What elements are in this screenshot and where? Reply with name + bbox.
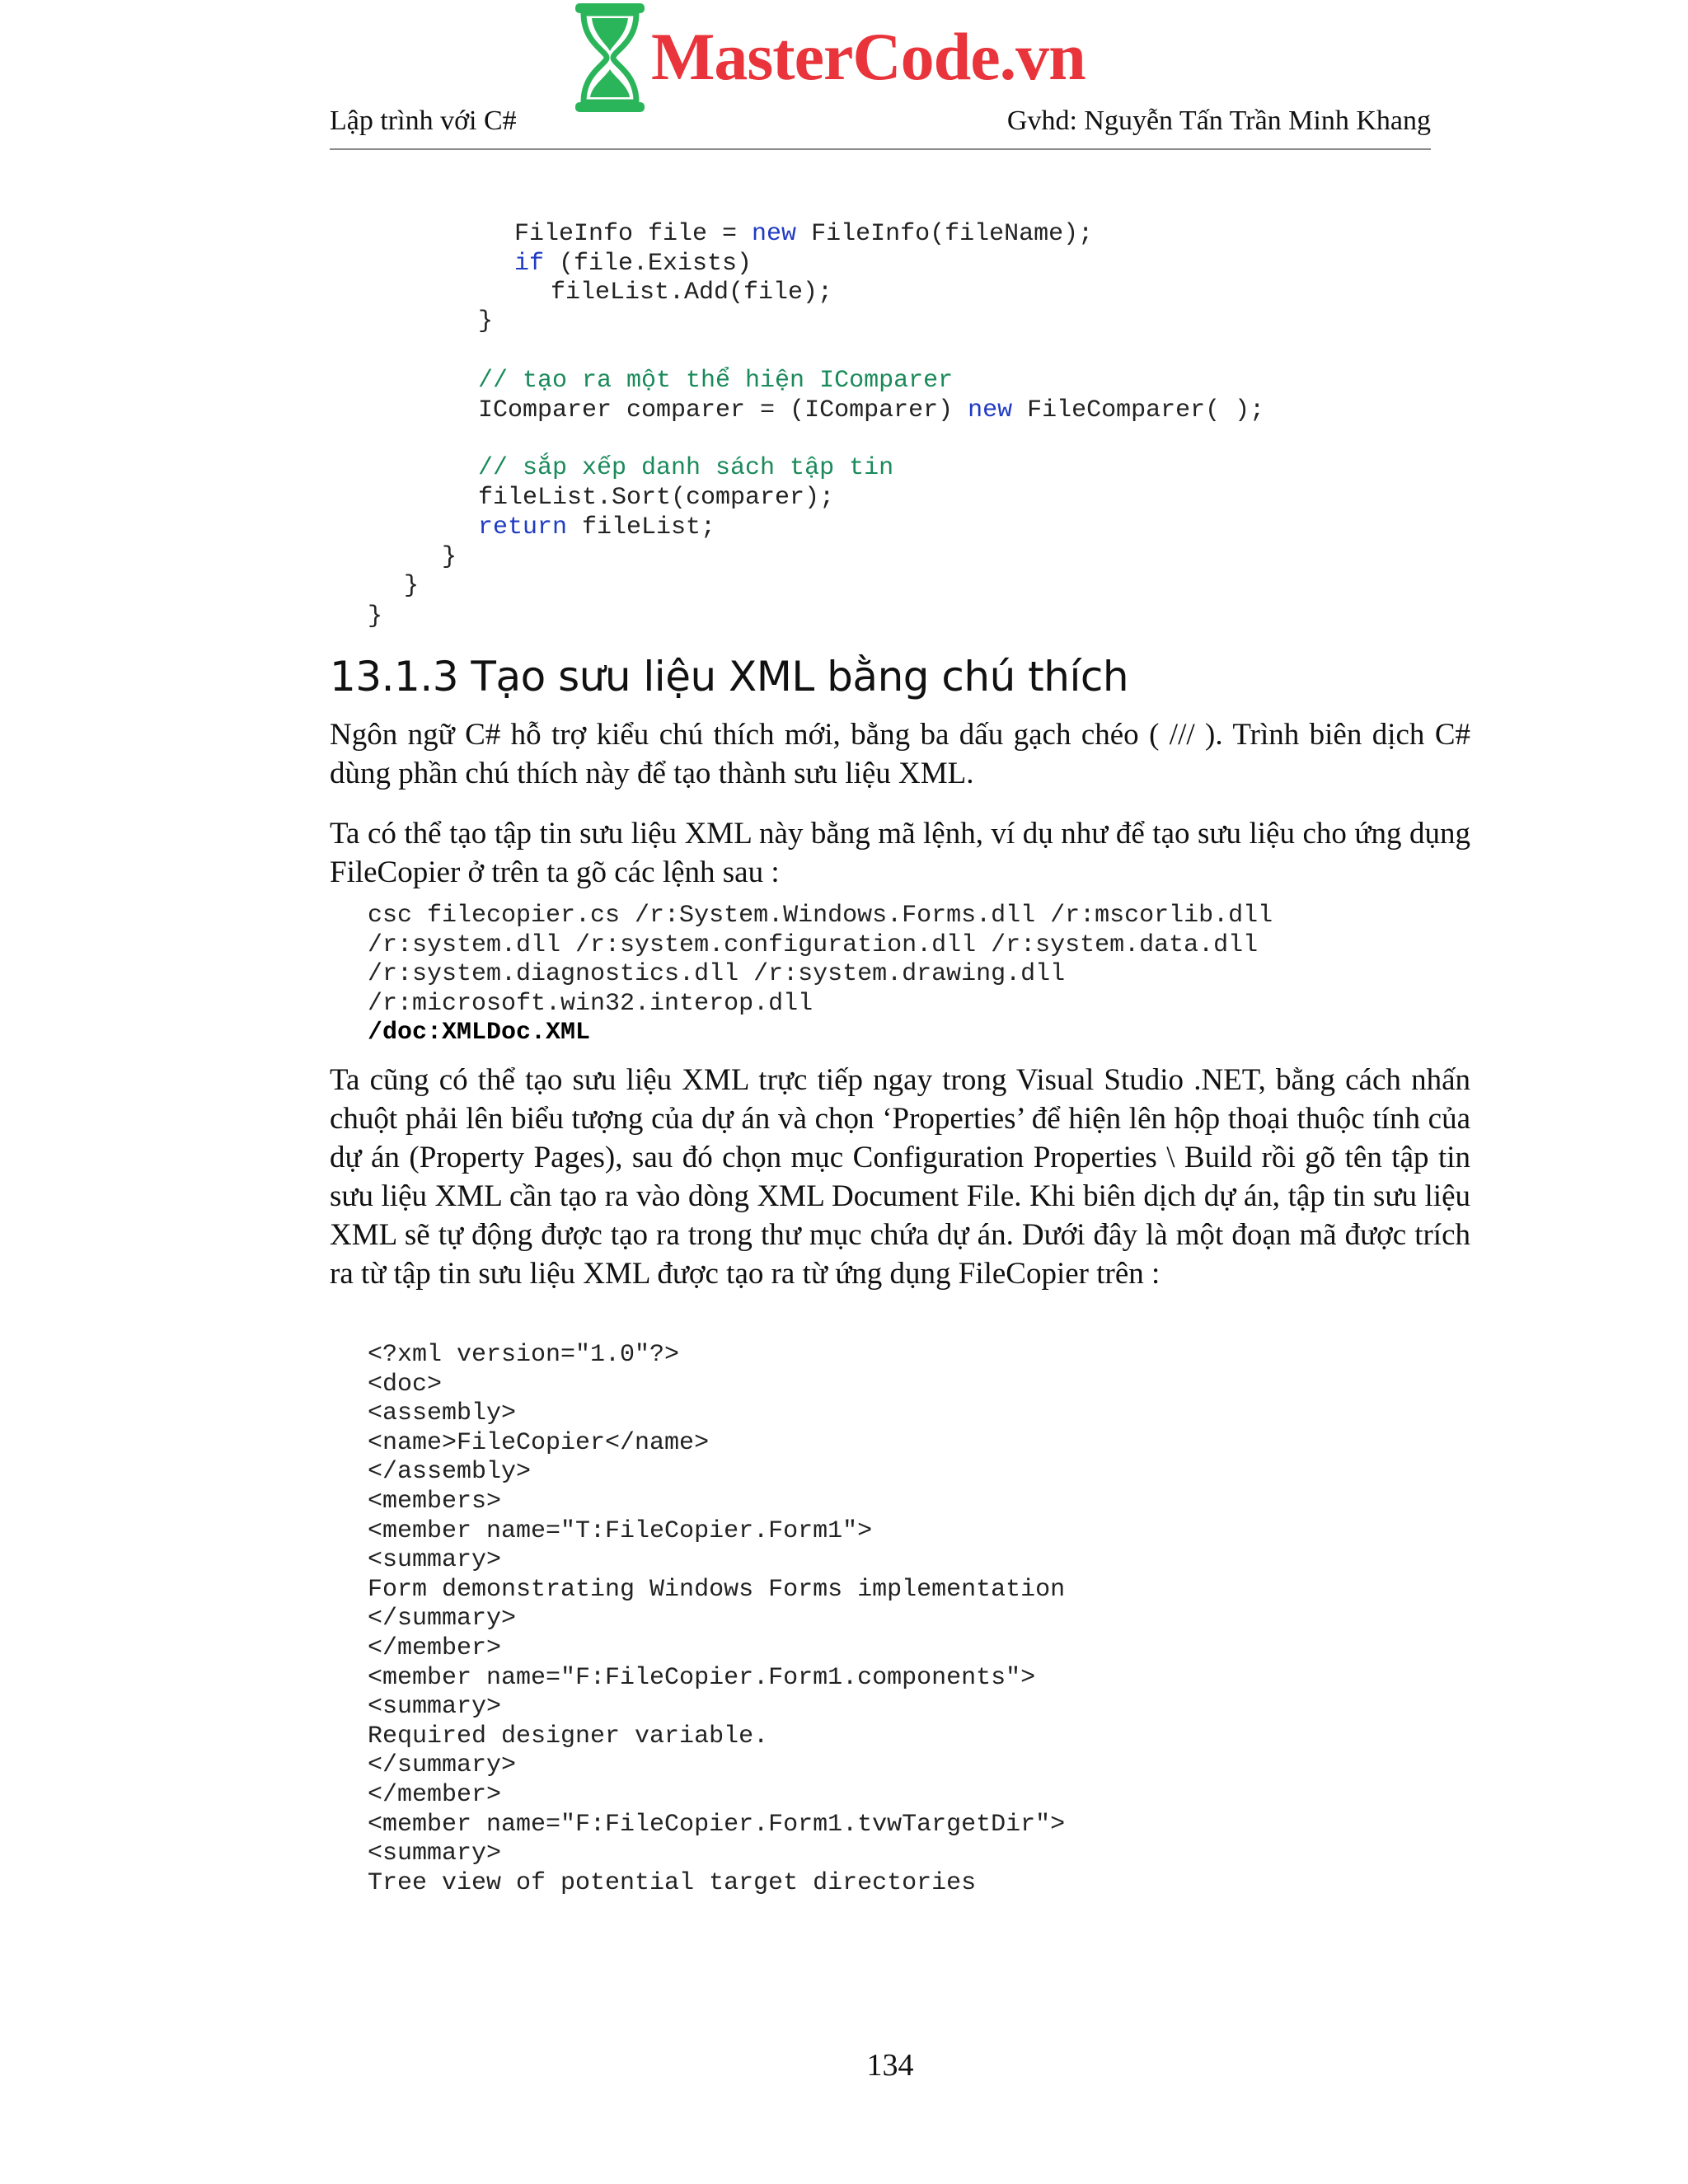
command-line (368, 930, 1258, 960)
xml-line (368, 1545, 501, 1575)
code-token: <doc> (368, 1370, 443, 1399)
code-token: </summary> (368, 1605, 517, 1633)
hourglass-logo-icon (569, 0, 651, 115)
code-token: Form demonstrating Windows Forms implementation (368, 1575, 1066, 1604)
code-token: <summary> (368, 1840, 502, 1868)
code-token: IComparer comparer = (IComparer) (478, 396, 968, 424)
code-token: FileInfo(fileName); (796, 220, 1094, 248)
code-token: if (514, 250, 545, 278)
page-number: 134 (866, 2048, 914, 2083)
code-line (478, 483, 834, 513)
code-token: (file.Exists) (544, 250, 753, 278)
code-token: /doc:XMLDoc.XML (368, 1019, 591, 1047)
header-left: Lập trình với C# (330, 105, 517, 136)
code-token: <?xml version="1.0"?> (368, 1341, 680, 1369)
code-token: <assembly> (368, 1399, 517, 1428)
code-token: Tree view of potential target directories (368, 1868, 977, 1897)
section-title: 13.1.3 Tạo sưu liệu XML bằng chú thích (330, 653, 1129, 701)
logo-text: MasterCode.vn (651, 19, 1085, 94)
xml-line (368, 1428, 709, 1458)
code-token: FileInfo file = (514, 220, 753, 248)
xml-line (368, 1575, 1065, 1605)
code-token: <summary> (368, 1546, 502, 1575)
code-token: /r:system.dll /r:system.configuration.dll /r:system.data.dll (368, 930, 1259, 959)
xml-line (368, 1780, 501, 1810)
code-token: /r:system.diagnostics.dll /r:system.drawing.dll (368, 960, 1066, 988)
xml-line (368, 1487, 501, 1516)
header-right: Gvhd: Nguyễn Tấn Trần Minh Khang (1006, 105, 1431, 136)
xml-line (368, 1692, 501, 1722)
xml-line (368, 1604, 516, 1633)
code-token: csc filecopier.cs /r:System.Windows.Forms.dll /r:mscorlib.dll (368, 902, 1273, 930)
code-token: new (968, 396, 1013, 424)
xml-line (368, 1633, 501, 1663)
code-token: <summary> (368, 1693, 502, 1722)
command-line (368, 901, 1273, 930)
code-token: /r:microsoft.win32.interop.dll (368, 989, 814, 1018)
xml-line (368, 1722, 768, 1751)
code-line (478, 396, 1264, 425)
code-token: Required designer variable. (368, 1722, 769, 1750)
xml-line (368, 1399, 516, 1428)
code-line (368, 602, 382, 631)
code-token: // sắp xếp danh sách tập tin (478, 454, 894, 482)
xml-line (368, 1457, 531, 1487)
command-line (368, 989, 813, 1019)
command-line (368, 1018, 590, 1047)
code-line (442, 542, 457, 572)
xml-line (368, 1810, 1065, 1840)
code-line (514, 249, 752, 279)
code-token: } (442, 543, 457, 571)
code-token: fileList.Sort(comparer); (478, 484, 835, 512)
xml-line (368, 1663, 1035, 1693)
code-token: <member name="T:FileCopier.Form1"> (368, 1516, 873, 1545)
code-token: </summary> (368, 1751, 517, 1780)
running-head (330, 105, 1431, 137)
paragraph-3: Ta cũng có thể tạo sưu liệu XML trực tiếp ngay trong Visual Studio .NET, bằng cách nhấn chuột phải lên biểu tượng của dự án và chọn ‘Properties’ để hiện lên hộp thoại thuộc tính của dự án (Property Pages), sau đó chọn mục Configuration Properties \ Build rồi gõ tên tập tin sưu liệu XML cần tạo ra vào dòng XML Document File. Khi biên dịch dự án, tập tin sưu liệu XML sẽ tự động được tạo ra trong thư mục chứa dự án. Dưới đây là một đoạn mã được trích ra từ tập tin sưu liệu XML được tạo ra từ ứng dụng FileCopier trên : (330, 1063, 1470, 1291)
code-line (478, 453, 893, 483)
code-line (478, 366, 953, 396)
code-token: fileList.Add(file); (551, 279, 833, 307)
paragraph-2: Ta có thể tạo tập tin sưu liệu XML này bằng mã lệnh, ví dụ như để tạo sưu liệu cho ứng dụng FileCopier ở trên ta gõ các lệnh sau : (330, 817, 1470, 889)
xml-line (368, 1839, 501, 1868)
code-token: <members> (368, 1488, 502, 1516)
code-token: <name>FileCopier</name> (368, 1428, 710, 1457)
code-token: } (368, 602, 383, 630)
code-token: FileComparer( ); (1012, 396, 1265, 424)
code-token: } (478, 307, 494, 335)
code-line (404, 571, 419, 601)
code-token: <member name="F:FileCopier.Form1.tvwTargetDir"> (368, 1810, 1066, 1839)
header-rule (330, 148, 1431, 150)
code-token: fileList; (567, 513, 716, 541)
code-token: return (478, 513, 568, 541)
code-token: </assembly> (368, 1458, 532, 1487)
code-token: </member> (368, 1634, 502, 1662)
xml-line (368, 1370, 442, 1399)
xml-line (368, 1516, 872, 1546)
xml-line (368, 1868, 976, 1898)
code-token: new (752, 220, 797, 248)
code-line (478, 307, 493, 336)
code-token: } (404, 572, 420, 600)
code-line (478, 513, 715, 542)
code-token: <member name="F:FileCopier.Form1.components"> (368, 1663, 1036, 1692)
command-line (368, 959, 1065, 989)
code-token: </member> (368, 1781, 502, 1809)
code-line (514, 219, 1093, 249)
code-line (551, 278, 832, 307)
paragraph-1: Ngôn ngữ C# hỗ trợ kiểu chú thích mới, bằng ba dấu gạch chéo ( /// ). Trình biên dịch C# dùng phần chú thích này để tạo thành sưu liệu XML. (330, 718, 1470, 790)
xml-line (368, 1340, 679, 1370)
xml-line (368, 1750, 516, 1780)
code-token: // tạo ra một thể hiện IComparer (478, 367, 954, 395)
